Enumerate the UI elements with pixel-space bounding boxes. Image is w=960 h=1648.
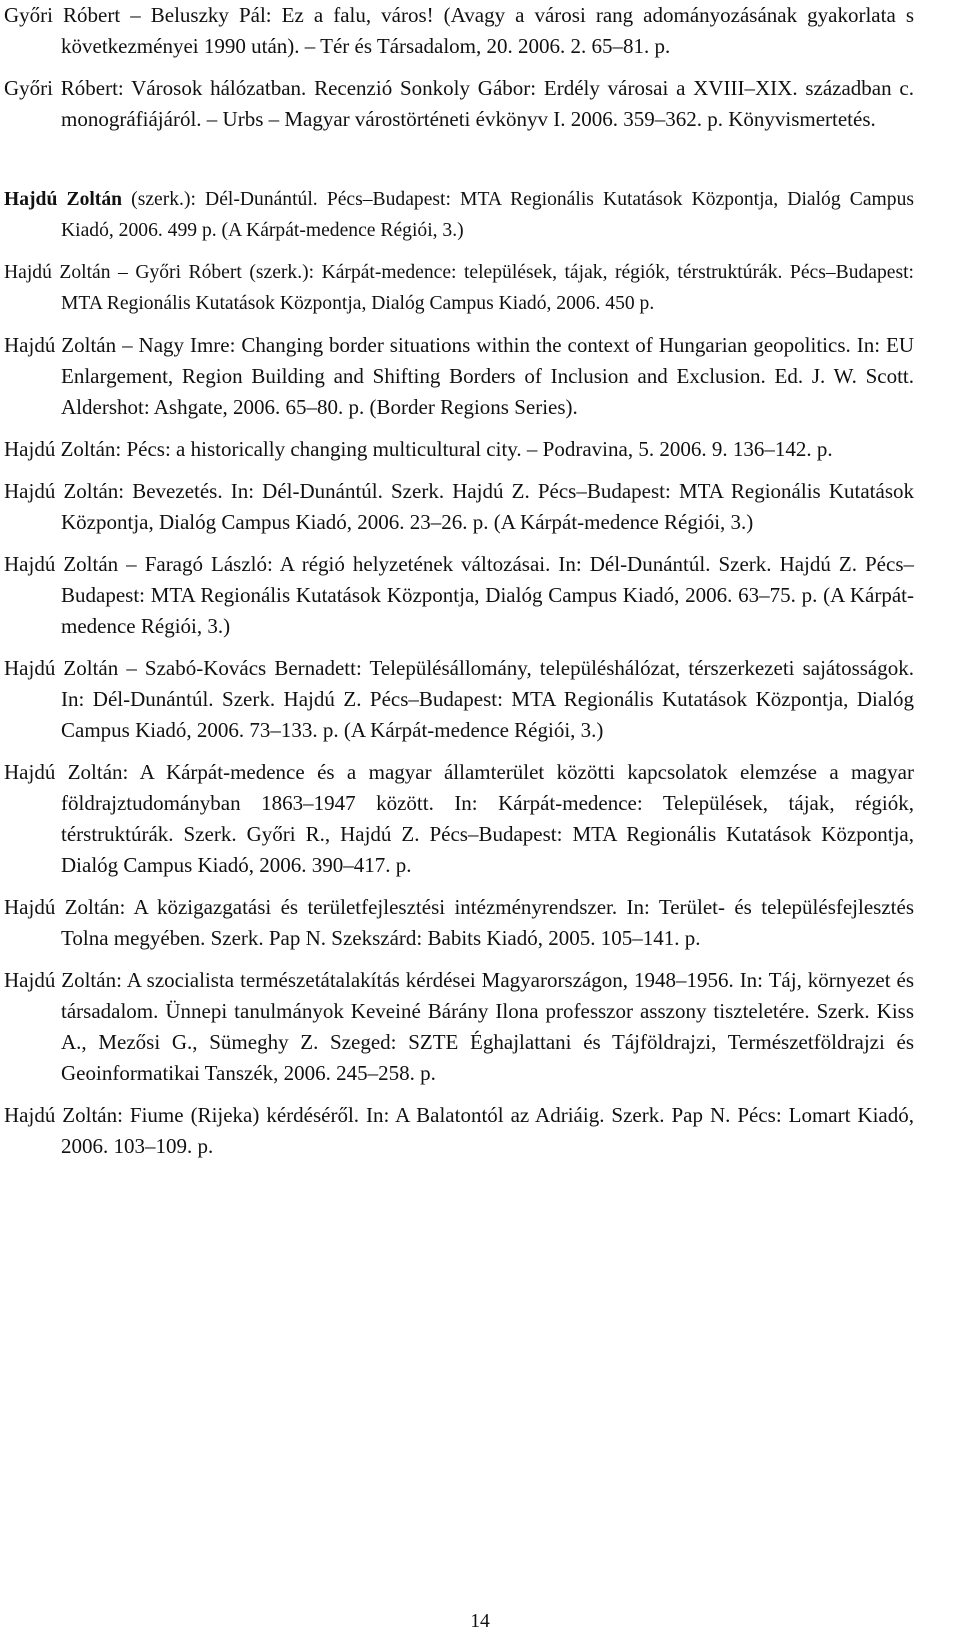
bibliography-entry: Hajdú Zoltán – Győri Róbert (szerk.): Kárpát-medence: települések, tájak, régiók, térstruktúrák. Pécs–Budapest: MTA Regionális Kutatások Központja, Dialóg Campus Kiadó, 2006. 450 p. <box>4 262 914 314</box>
entry-details: (szerk.): Dél-Dunántúl. Pécs–Budapest: MTA Regionális Kutatások Központja, Dialóg Campus Kiadó, 2006. 499 p. (A Kárpát-medence Régiói, 3.) <box>61 189 914 241</box>
bibliography-entry: Győri Róbert – Beluszky Pál: Ez a falu, város! (Avagy a városi rang adományozásának gyakorlata s következményei 1990 után). – Tér és Társadalom, 20. 2006. 2. 65–81. p. <box>4 3 914 58</box>
bibliography-list <box>4 0 914 1173</box>
bibliography-entry: Hajdú Zoltán – Szabó-Kovács Bernadett: Településállomány, településhálózat, térszerkezeti sajátosságok. In: Dél-Dunántúl. Szerk. Hajdú Z. Pécs–Budapest: MTA Regionális Kutatások Központja, Dialóg Campus Kiadó, 2006. 73–133. p. (A Kárpát-medence Régiói, 3.) <box>4 656 914 742</box>
bibliography-entry: Győri Róbert: Városok hálózatban. Recenzió Sonkoly Gábor: Erdély városai a XVIII–XIX. században c. monográfiájáról. – Urbs – Magyar várostörténeti évkönyv I. 2006. 359–362. p. Könyvismertetés. <box>4 76 914 131</box>
bibliography-entry: Hajdú Zoltán: A közigazgatási és területfejlesztési intézményrendszer. In: Terület- és településfejlesztés Tolna megyében. Szerk. Pap N. Szekszárd: Babits Kiadó, 2005. 105–141. p. <box>4 895 914 950</box>
entry-author: Hajdú Zoltán <box>4 189 123 210</box>
bibliography-entry: Hajdú Zoltán – Nagy Imre: Changing border situations within the context of Hungarian geopolitics. In: EU Enlargement, Region Building and Shifting Borders of Inclusion and Exclusion. Ed. J. W. Scott. Aldershot: Ashgate, 2006. 65–80. p. (Border Regions Series). <box>4 333 914 419</box>
bibliography-entry: Hajdú Zoltán – Faragó László: A régió helyzetének változásai. In: Dél-Dunántúl. Szerk. Hajdú Z. Pécs–Budapest: MTA Regionális Kutatások Központja, Dialóg Campus Kiadó, 2006. 63–75. p. (A Kárpát-medence Régiói, 3.) <box>4 552 914 638</box>
bibliography-entry: Hajdú Zoltán: A szocialista természetátalakítás kérdései Magyarországon, 1948–1956. In: Táj, környezet és társadalom. Ünnepi tanulmányok Keveiné Bárány Ilona professzor asszony tiszteletére. Szerk. Kiss A., Mezősi G., Sümeghy Z. Szeged: SZTE Éghajlattani és Tájföldrajzi, Természetföldrajzi és Geoinformatikai Tanszék, 2006. 245–258. p. <box>4 968 914 1085</box>
bibliography-entry: Hajdú Zoltán: Pécs: a historically changing multicultural city. – Podravina, 5. 2006. 9. 136–142. p. <box>4 437 833 461</box>
bibliography-entry: Hajdú Zoltán: Fiume (Rijeka) kérdéséről. In: A Balatontól az Adriáig. Szerk. Pap N. Pécs: Lomart Kiadó, 2006. 103–109. p. <box>4 1103 914 1158</box>
bibliography-entry: Hajdú Zoltán: Bevezetés. In: Dél-Dunántúl. Szerk. Hajdú Z. Pécs–Budapest: MTA Regionális Kutatások Központja, Dialóg Campus Kiadó, 2006. 23–26. p. (A Kárpát-medence Régiói, 3.) <box>4 479 914 534</box>
bibliography-entry-edited-volume <box>4 184 914 246</box>
section-gap <box>4 146 914 184</box>
page-number: 14 <box>470 1611 490 1632</box>
bibliography-entry: Hajdú Zoltán: A Kárpát-medence és a magyar államterület közötti kapcsolatok elemzése a magyar földrajztudományban 1863–1947 között. In: Kárpát-medence: Települések, tájak, régiók, térstruktúrák. Szerk. Győri R., Hajdú Z. Pécs–Budapest: MTA Regionális Kutatások Központja, Dialóg Campus Kiadó, 2006. 390–417. p. <box>4 760 914 877</box>
